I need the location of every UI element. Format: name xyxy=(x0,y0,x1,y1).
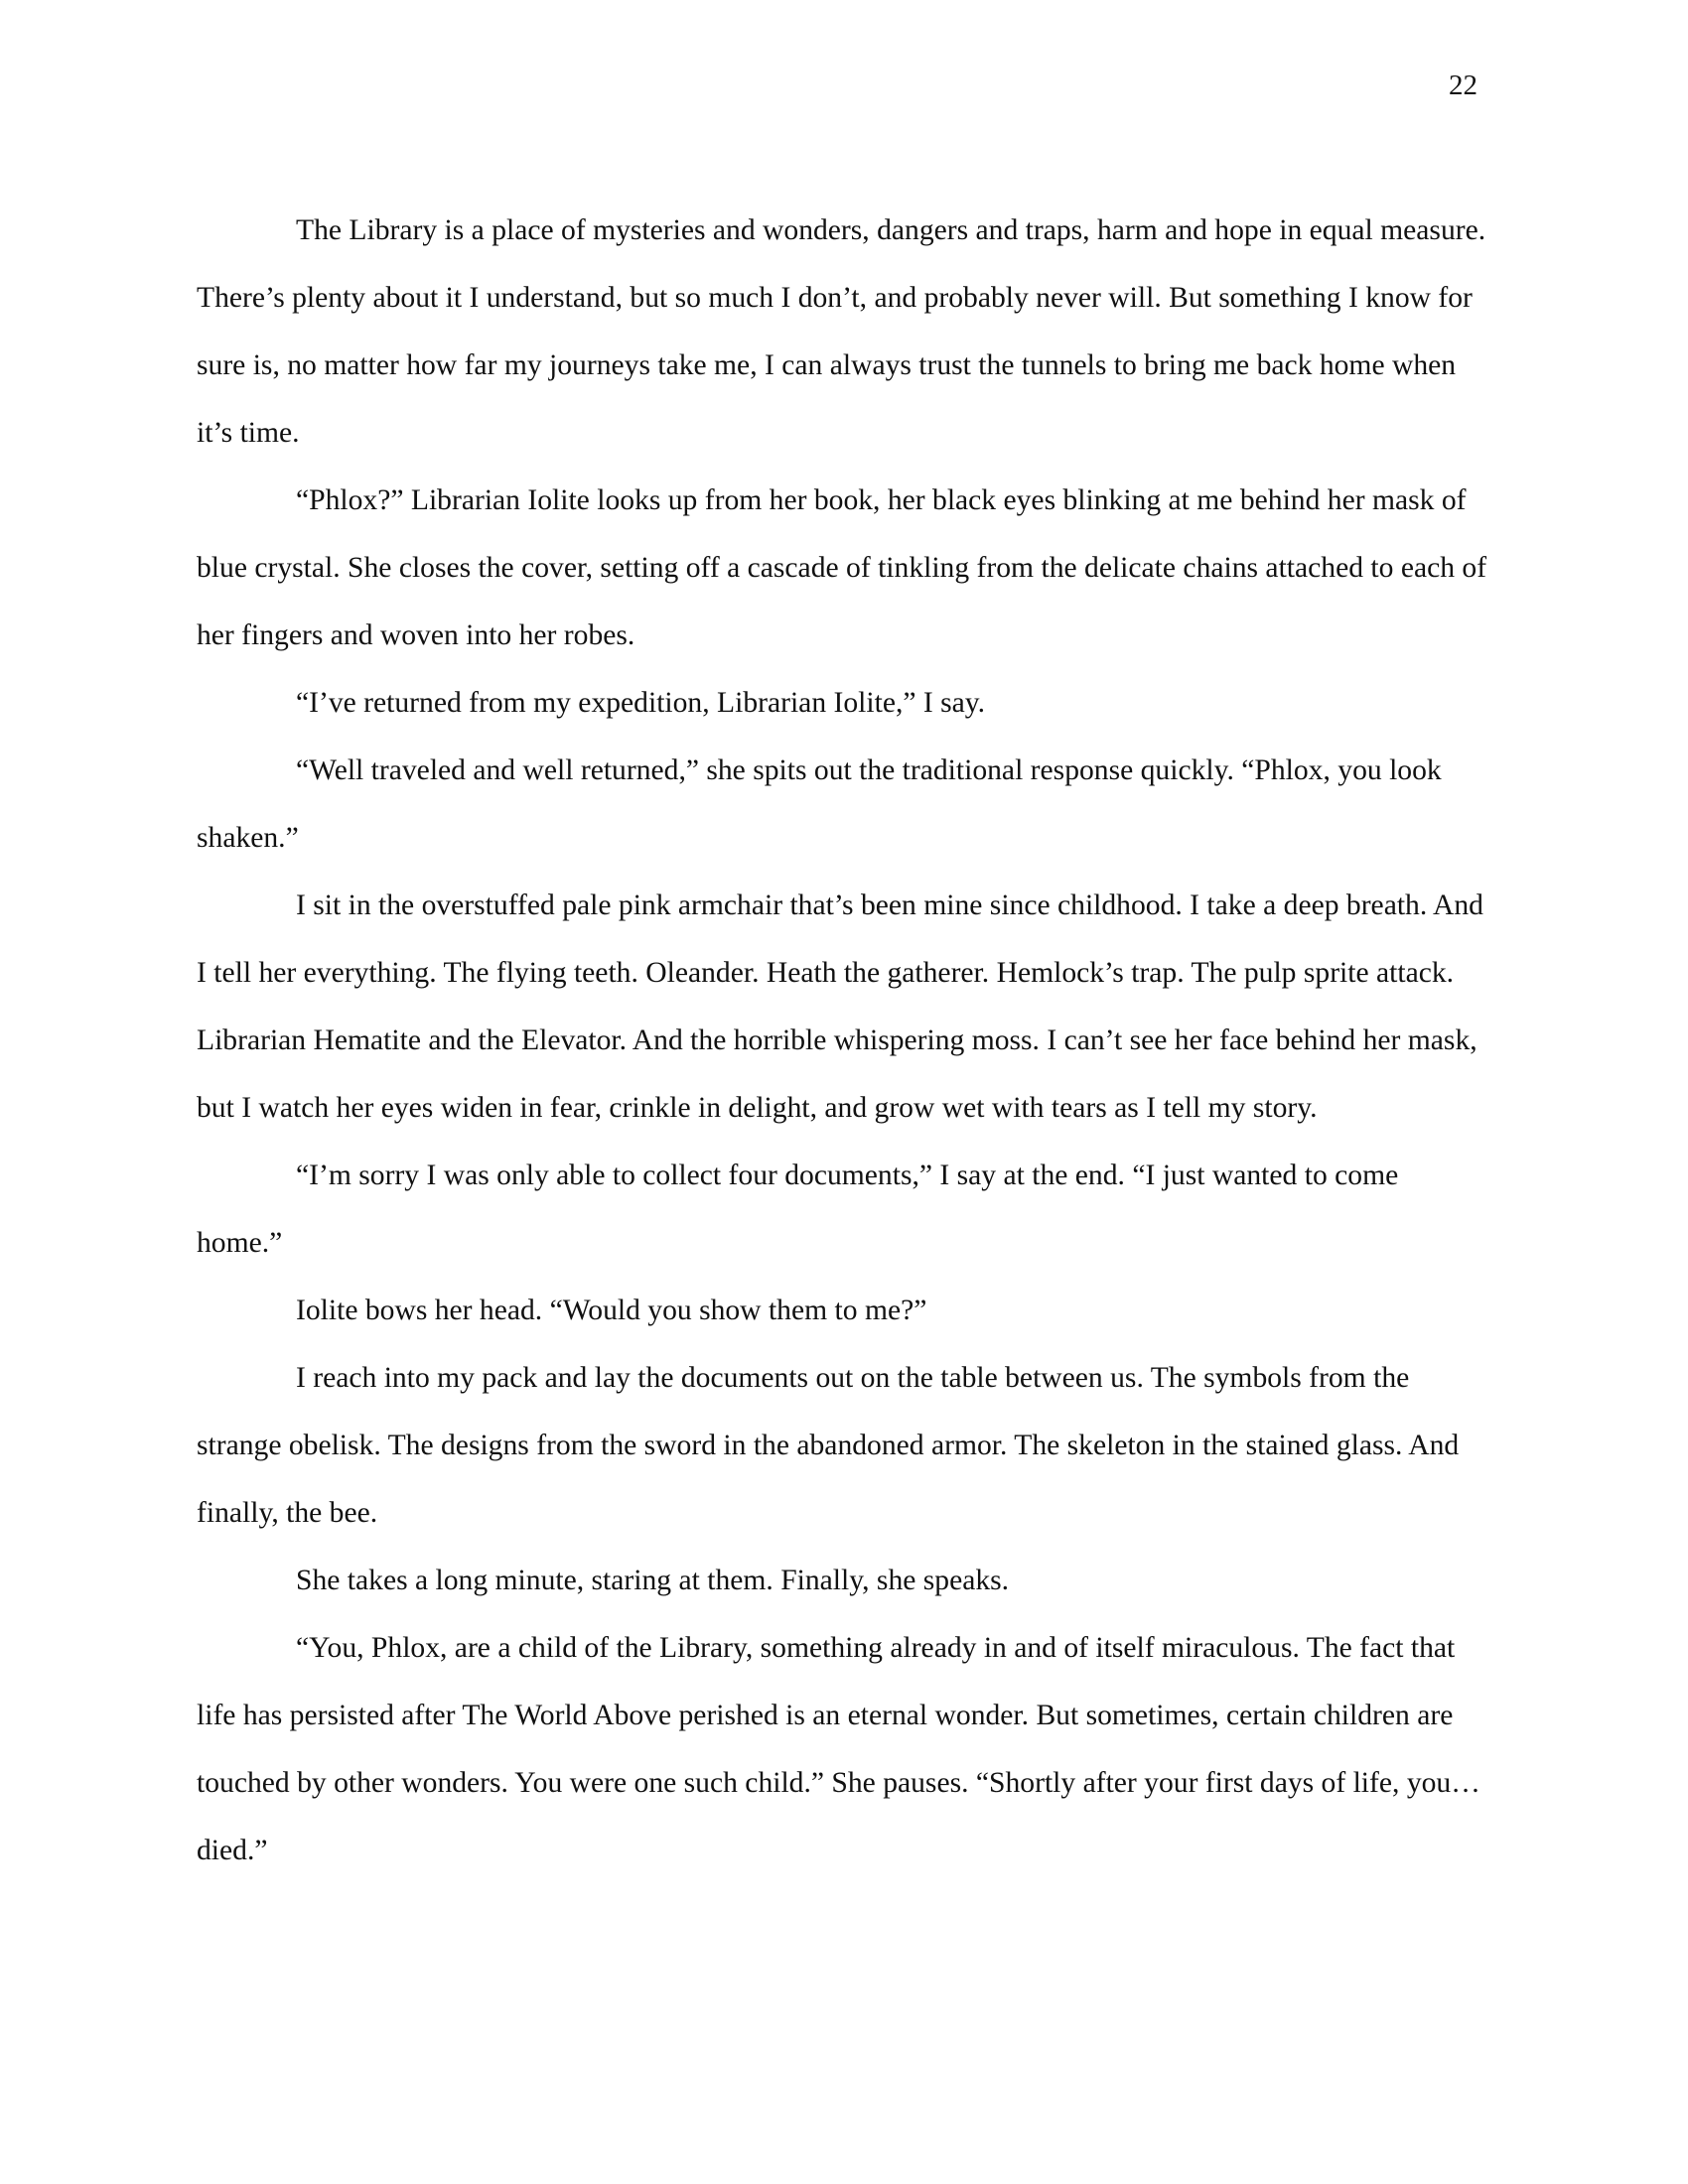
paragraph: “I’ve returned from my expedition, Librarian Iolite,” I say. xyxy=(296,687,986,719)
paragraph: I reach into my pack and lay the documents out on the table between us. The symbols from the strange obelisk. The designs from the sword in the abandoned armor. The skeleton in the stained glass. And finally, the bee. xyxy=(197,1362,1460,1529)
paragraph: I sit in the overstuffed pale pink armchair that’s been mine since childhood. I take a deep breath. And I tell her everything. The flying teeth. Oleander. Heath the gatherer. Hemlock’s trap. The pulp sprite attack. Librarian Hematite and the Elevator. And the horrible whispering moss. I can’t see her face behind her mask, but I watch her eyes widen in fear, crinkle in delight, and grow wet with tears as I tell my story. xyxy=(197,889,1483,1124)
paragraph: “Phlox?” Librarian Iolite looks up from her book, her black eyes blinking at me behind her mask of blue crystal. She closes the cover, setting off a cascade of tinkling from the delicate chains attached to each of her fingers and woven into her robes. xyxy=(197,484,1487,651)
paragraph: “You, Phlox, are a child of the Library, something already in and of itself miraculous. The fact that life has persisted after The World Above perished is an eternal wonder. But sometimes, certain children are touched by other wonders. You were one such child.” She pauses. “Shortly after your first days of life, you…died.” xyxy=(197,1632,1480,1866)
paragraph: Iolite bows her head. “Would you show them to me?” xyxy=(296,1295,927,1326)
paragraph: She takes a long minute, staring at them. Finally, she speaks. xyxy=(296,1565,1010,1596)
body-text xyxy=(197,197,1489,1884)
page-number: 22 xyxy=(1449,69,1477,101)
paragraph: “Well traveled and well returned,” she spits out the traditional response quickly. “Phlox, you look shaken.” xyxy=(197,754,1442,854)
paragraph: “I’m sorry I was only able to collect four documents,” I say at the end. “I just wanted to come home.” xyxy=(197,1160,1399,1259)
paragraph: The Library is a place of mysteries and wonders, dangers and traps, harm and hope in equal measure. There’s plenty about it I understand, but so much I don’t, and probably never will. But something I know for sure is, no matter how far my journeys take me, I can always trust the tunnels to bring me back home when it’s time. xyxy=(197,214,1486,449)
